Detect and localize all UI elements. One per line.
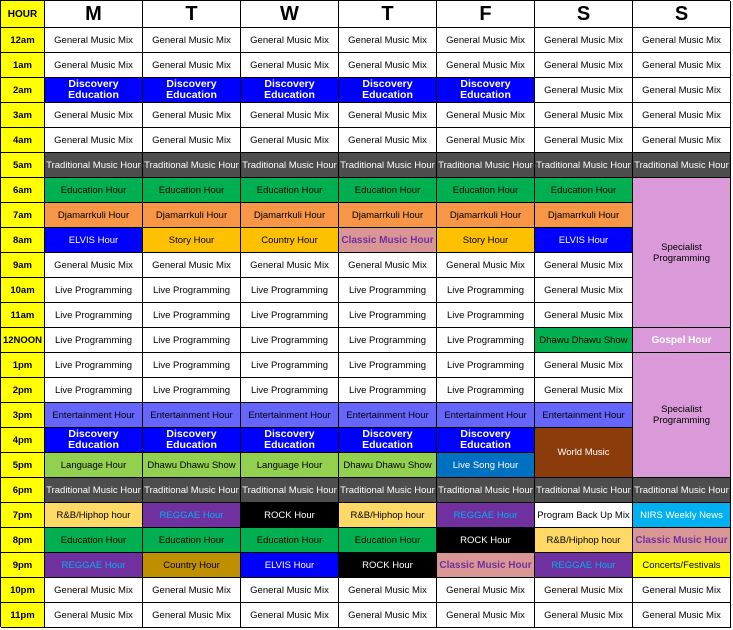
- program-cell-live-programming[interactable]: Live Programming: [339, 378, 437, 403]
- program-cell-live-programming[interactable]: Live Programming: [241, 378, 339, 403]
- program-cell-general-music-mix[interactable]: General Music Mix: [535, 253, 633, 278]
- program-cell-traditional-music-hour[interactable]: Traditional Music Hour: [143, 478, 241, 503]
- program-cell-djamarrkuli-hour[interactable]: Djamarrkuli Hour: [143, 203, 241, 228]
- day-header-3: W: [241, 1, 339, 28]
- program-cell-traditional-music-hour[interactable]: Traditional Music Hour: [633, 153, 731, 178]
- program-cell-traditional-music-hour[interactable]: Traditional Music Hour: [437, 478, 535, 503]
- program-cell-general-music-mix[interactable]: General Music Mix: [633, 103, 731, 128]
- program-cell-elvis-hour[interactable]: ELVIS Hour: [241, 553, 339, 578]
- hour-label-11am: 11am: [1, 303, 45, 328]
- program-cell-general-music-mix[interactable]: General Music Mix: [45, 28, 143, 53]
- program-cell-djamarrkuli-hour[interactable]: Djamarrkuli Hour: [535, 203, 633, 228]
- program-cell-live-programming[interactable]: Live Programming: [241, 353, 339, 378]
- program-cell-djamarrkuli-hour[interactable]: Djamarrkuli Hour: [241, 203, 339, 228]
- program-cell-general-music-mix[interactable]: General Music Mix: [535, 103, 633, 128]
- program-cell-story-hour[interactable]: Story Hour: [143, 228, 241, 253]
- program-cell-discovery-education[interactable]: Discovery Education: [241, 428, 339, 453]
- program-cell-general-music-mix[interactable]: General Music Mix: [535, 603, 633, 628]
- program-cell-education-hour[interactable]: Education Hour: [143, 178, 241, 203]
- program-cell-specialist-programming[interactable]: Specialist Programming: [633, 353, 731, 478]
- program-cell-education-hour[interactable]: Education Hour: [535, 178, 633, 203]
- program-cell-live-programming[interactable]: Live Programming: [143, 353, 241, 378]
- program-cell-live-programming[interactable]: Live Programming: [437, 328, 535, 353]
- program-cell-reggae-hour[interactable]: REGGAE Hour: [143, 503, 241, 528]
- program-cell-general-music-mix[interactable]: General Music Mix: [339, 603, 437, 628]
- day-header-2: T: [143, 1, 241, 28]
- hour-label-9am: 9am: [1, 253, 45, 278]
- hour-label-1pm: 1pm: [1, 353, 45, 378]
- program-cell-education-hour[interactable]: Education Hour: [241, 528, 339, 553]
- program-cell-discovery-education[interactable]: Discovery Education: [143, 428, 241, 453]
- program-cell-traditional-music-hour[interactable]: Traditional Music Hour: [633, 478, 731, 503]
- program-cell-live-programming[interactable]: Live Programming: [339, 353, 437, 378]
- program-cell-general-music-mix[interactable]: General Music Mix: [633, 128, 731, 153]
- program-cell-general-music-mix[interactable]: General Music Mix: [339, 53, 437, 78]
- program-cell-general-music-mix[interactable]: General Music Mix: [535, 278, 633, 303]
- program-cell-r-b-hiphop-hour[interactable]: R&B/Hiphop hour: [535, 528, 633, 553]
- program-cell-general-music-mix[interactable]: General Music Mix: [241, 128, 339, 153]
- program-cell-general-music-mix[interactable]: General Music Mix: [241, 578, 339, 603]
- program-cell-live-programming[interactable]: Live Programming: [437, 303, 535, 328]
- program-cell-live-programming[interactable]: Live Programming: [45, 353, 143, 378]
- program-cell-djamarrkuli-hour[interactable]: Djamarrkuli Hour: [339, 203, 437, 228]
- program-cell-general-music-mix[interactable]: General Music Mix: [241, 53, 339, 78]
- program-cell-dhawu-dhawu-show[interactable]: Dhawu Dhawu Show: [535, 328, 633, 353]
- day-header-4: T: [339, 1, 437, 28]
- program-cell-education-hour[interactable]: Education Hour: [437, 178, 535, 203]
- hour-label-7pm: 7pm: [1, 503, 45, 528]
- program-cell-general-music-mix[interactable]: General Music Mix: [241, 103, 339, 128]
- hour-label-5am: 5am: [1, 153, 45, 178]
- program-cell-education-hour[interactable]: Education Hour: [339, 178, 437, 203]
- program-cell-general-music-mix[interactable]: General Music Mix: [143, 253, 241, 278]
- program-cell-reggae-hour[interactable]: REGGAE Hour: [437, 503, 535, 528]
- hour-label-7am: 7am: [1, 203, 45, 228]
- program-cell-general-music-mix[interactable]: General Music Mix: [241, 253, 339, 278]
- program-cell-traditional-music-hour[interactable]: Traditional Music Hour: [339, 153, 437, 178]
- program-cell-general-music-mix[interactable]: General Music Mix: [45, 253, 143, 278]
- program-cell-general-music-mix[interactable]: General Music Mix: [535, 378, 633, 403]
- program-cell-entertainment-hour[interactable]: Entertainment Hour: [143, 403, 241, 428]
- program-cell-entertainment-hour[interactable]: Entertainment Hour: [45, 403, 143, 428]
- program-cell-dhawu-dhawu-show[interactable]: Dhawu Dhawu Show: [339, 453, 437, 478]
- program-cell-live-programming[interactable]: Live Programming: [437, 378, 535, 403]
- program-cell-story-hour[interactable]: Story Hour: [437, 228, 535, 253]
- hour-label-3pm: 3pm: [1, 403, 45, 428]
- program-cell-education-hour[interactable]: Education Hour: [339, 528, 437, 553]
- program-cell-traditional-music-hour[interactable]: Traditional Music Hour: [241, 153, 339, 178]
- program-cell-general-music-mix[interactable]: General Music Mix: [535, 578, 633, 603]
- program-cell-dhawu-dhawu-show[interactable]: Dhawu Dhawu Show: [143, 453, 241, 478]
- program-cell-general-music-mix[interactable]: General Music Mix: [45, 53, 143, 78]
- program-cell-nirs-weekly-news[interactable]: NIRS Weekly News: [633, 503, 731, 528]
- program-cell-general-music-mix[interactable]: General Music Mix: [633, 603, 731, 628]
- program-cell-discovery-education[interactable]: Discovery Education: [143, 78, 241, 103]
- program-cell-rock-hour[interactable]: ROCK Hour: [437, 528, 535, 553]
- program-cell-discovery-education[interactable]: Discovery Education: [45, 428, 143, 453]
- hour-label-6pm: 6pm: [1, 478, 45, 503]
- program-cell-traditional-music-hour[interactable]: Traditional Music Hour: [437, 153, 535, 178]
- hour-label-11pm: 11pm: [1, 603, 45, 628]
- hour-column-header: HOUR: [1, 1, 45, 28]
- program-cell-general-music-mix[interactable]: General Music Mix: [535, 53, 633, 78]
- program-cell-general-music-mix[interactable]: General Music Mix: [45, 578, 143, 603]
- program-cell-general-music-mix[interactable]: General Music Mix: [437, 103, 535, 128]
- program-cell-classic-music-hour[interactable]: Classic Music Hour: [633, 528, 731, 553]
- hour-label-2am: 2am: [1, 78, 45, 103]
- program-cell-live-programming[interactable]: Live Programming: [437, 353, 535, 378]
- program-cell-country-hour[interactable]: Country Hour: [241, 228, 339, 253]
- hour-label-8am: 8am: [1, 228, 45, 253]
- program-cell-general-music-mix[interactable]: General Music Mix: [437, 253, 535, 278]
- program-cell-general-music-mix[interactable]: General Music Mix: [535, 128, 633, 153]
- day-header-1: M: [45, 1, 143, 28]
- program-cell-general-music-mix[interactable]: General Music Mix: [633, 28, 731, 53]
- program-cell-general-music-mix[interactable]: General Music Mix: [437, 128, 535, 153]
- program-cell-reggae-hour[interactable]: REGGAE Hour: [535, 553, 633, 578]
- program-cell-live-song-hour[interactable]: Live Song Hour: [437, 453, 535, 478]
- program-cell-elvis-hour[interactable]: ELVIS Hour: [45, 228, 143, 253]
- program-cell-country-hour[interactable]: Country Hour: [143, 553, 241, 578]
- program-cell-general-music-mix[interactable]: General Music Mix: [339, 253, 437, 278]
- hour-label-12noon: 12NOON: [1, 328, 45, 353]
- program-cell-r-b-hiphop-hour[interactable]: R&B/Hiphop hour: [339, 503, 437, 528]
- program-cell-live-programming[interactable]: Live Programming: [45, 278, 143, 303]
- program-cell-rock-hour[interactable]: ROCK Hour: [339, 553, 437, 578]
- program-cell-general-music-mix[interactable]: General Music Mix: [143, 128, 241, 153]
- program-cell-traditional-music-hour[interactable]: Traditional Music Hour: [45, 478, 143, 503]
- hour-label-8pm: 8pm: [1, 528, 45, 553]
- hour-label-12am: 12am: [1, 28, 45, 53]
- program-cell-education-hour[interactable]: Education Hour: [45, 178, 143, 203]
- program-cell-traditional-music-hour[interactable]: Traditional Music Hour: [339, 478, 437, 503]
- program-cell-live-programming[interactable]: Live Programming: [339, 328, 437, 353]
- program-cell-live-programming[interactable]: Live Programming: [143, 328, 241, 353]
- program-cell-specialist-programming[interactable]: Specialist Programming: [633, 178, 731, 328]
- program-cell-general-music-mix[interactable]: General Music Mix: [437, 578, 535, 603]
- program-cell-general-music-mix[interactable]: General Music Mix: [535, 303, 633, 328]
- program-cell-traditional-music-hour[interactable]: Traditional Music Hour: [535, 153, 633, 178]
- program-cell-general-music-mix[interactable]: General Music Mix: [45, 603, 143, 628]
- program-cell-live-programming[interactable]: Live Programming: [437, 278, 535, 303]
- program-cell-general-music-mix[interactable]: General Music Mix: [339, 128, 437, 153]
- program-cell-discovery-education[interactable]: Discovery Education: [437, 428, 535, 453]
- program-cell-djamarrkuli-hour[interactable]: Djamarrkuli Hour: [437, 203, 535, 228]
- program-cell-general-music-mix[interactable]: General Music Mix: [633, 578, 731, 603]
- program-cell-live-programming[interactable]: Live Programming: [339, 303, 437, 328]
- program-cell-discovery-education[interactable]: Discovery Education: [437, 78, 535, 103]
- program-cell-general-music-mix[interactable]: General Music Mix: [143, 103, 241, 128]
- program-cell-general-music-mix[interactable]: General Music Mix: [45, 128, 143, 153]
- program-cell-language-hour[interactable]: Language Hour: [45, 453, 143, 478]
- hour-label-10am: 10am: [1, 278, 45, 303]
- program-cell-live-programming[interactable]: Live Programming: [241, 303, 339, 328]
- hour-label-10pm: 10pm: [1, 578, 45, 603]
- program-cell-gospel-hour[interactable]: Gospel Hour: [633, 328, 731, 353]
- program-cell-live-programming[interactable]: Live Programming: [45, 328, 143, 353]
- program-cell-entertainment-hour[interactable]: Entertainment Hour: [437, 403, 535, 428]
- program-cell-entertainment-hour[interactable]: Entertainment Hour: [535, 403, 633, 428]
- program-cell-education-hour[interactable]: Education Hour: [45, 528, 143, 553]
- program-cell-general-music-mix[interactable]: General Music Mix: [143, 603, 241, 628]
- program-cell-general-music-mix[interactable]: General Music Mix: [143, 578, 241, 603]
- program-cell-discovery-education[interactable]: Discovery Education: [45, 78, 143, 103]
- program-cell-djamarrkuli-hour[interactable]: Djamarrkuli Hour: [45, 203, 143, 228]
- program-cell-traditional-music-hour[interactable]: Traditional Music Hour: [535, 478, 633, 503]
- day-header-5: F: [437, 1, 535, 28]
- program-cell-entertainment-hour[interactable]: Entertainment Hour: [339, 403, 437, 428]
- program-cell-concerts-festivals[interactable]: Concerts/Festivals: [633, 553, 731, 578]
- hour-label-2pm: 2pm: [1, 378, 45, 403]
- day-header-7: S: [633, 1, 731, 28]
- program-cell-general-music-mix[interactable]: General Music Mix: [535, 78, 633, 103]
- program-cell-live-programming[interactable]: Live Programming: [45, 378, 143, 403]
- program-cell-live-programming[interactable]: Live Programming: [143, 278, 241, 303]
- program-cell-traditional-music-hour[interactable]: Traditional Music Hour: [241, 478, 339, 503]
- hour-label-4am: 4am: [1, 128, 45, 153]
- program-cell-live-programming[interactable]: Live Programming: [45, 303, 143, 328]
- program-cell-general-music-mix[interactable]: General Music Mix: [535, 28, 633, 53]
- program-cell-live-programming[interactable]: Live Programming: [241, 328, 339, 353]
- program-cell-elvis-hour[interactable]: ELVIS Hour: [535, 228, 633, 253]
- hour-label-9pm: 9pm: [1, 553, 45, 578]
- program-cell-traditional-music-hour[interactable]: Traditional Music Hour: [143, 153, 241, 178]
- program-cell-education-hour[interactable]: Education Hour: [241, 178, 339, 203]
- program-cell-discovery-education[interactable]: Discovery Education: [241, 78, 339, 103]
- program-cell-live-programming[interactable]: Live Programming: [339, 278, 437, 303]
- program-cell-traditional-music-hour[interactable]: Traditional Music Hour: [45, 153, 143, 178]
- hour-label-4pm: 4pm: [1, 428, 45, 453]
- program-cell-general-music-mix[interactable]: General Music Mix: [437, 603, 535, 628]
- program-cell-live-programming[interactable]: Live Programming: [143, 303, 241, 328]
- hour-label-1am: 1am: [1, 53, 45, 78]
- program-cell-classic-music-hour[interactable]: Classic Music Hour: [339, 228, 437, 253]
- program-cell-general-music-mix[interactable]: General Music Mix: [143, 53, 241, 78]
- program-cell-general-music-mix[interactable]: General Music Mix: [633, 78, 731, 103]
- program-cell-discovery-education[interactable]: Discovery Education: [339, 78, 437, 103]
- day-header-6: S: [535, 1, 633, 28]
- program-cell-general-music-mix[interactable]: General Music Mix: [339, 103, 437, 128]
- program-cell-general-music-mix[interactable]: General Music Mix: [241, 28, 339, 53]
- program-cell-live-programming[interactable]: Live Programming: [143, 378, 241, 403]
- program-cell-general-music-mix[interactable]: General Music Mix: [45, 103, 143, 128]
- program-cell-world-music[interactable]: World Music: [535, 428, 633, 478]
- program-cell-program-back-up-mix[interactable]: Program Back Up Mix: [535, 503, 633, 528]
- program-cell-live-programming[interactable]: Live Programming: [241, 278, 339, 303]
- program-cell-general-music-mix[interactable]: General Music Mix: [437, 53, 535, 78]
- program-cell-rock-hour[interactable]: ROCK Hour: [241, 503, 339, 528]
- program-cell-general-music-mix[interactable]: General Music Mix: [633, 53, 731, 78]
- hour-label-5pm: 5pm: [1, 453, 45, 478]
- program-cell-education-hour[interactable]: Education Hour: [143, 528, 241, 553]
- program-cell-general-music-mix[interactable]: General Music Mix: [535, 353, 633, 378]
- program-cell-classic-music-hour[interactable]: Classic Music Hour: [437, 553, 535, 578]
- program-cell-general-music-mix[interactable]: General Music Mix: [143, 28, 241, 53]
- program-cell-r-b-hiphop-hour[interactable]: R&B/Hiphop hour: [45, 503, 143, 528]
- program-cell-general-music-mix[interactable]: General Music Mix: [339, 28, 437, 53]
- hour-label-6am: 6am: [1, 178, 45, 203]
- program-cell-language-hour[interactable]: Language Hour: [241, 453, 339, 478]
- program-cell-general-music-mix[interactable]: General Music Mix: [339, 578, 437, 603]
- program-cell-reggae-hour[interactable]: REGGAE Hour: [45, 553, 143, 578]
- hour-label-3am: 3am: [1, 103, 45, 128]
- program-cell-general-music-mix[interactable]: General Music Mix: [241, 603, 339, 628]
- program-cell-general-music-mix[interactable]: General Music Mix: [437, 28, 535, 53]
- program-cell-entertainment-hour[interactable]: Entertainment Hour: [241, 403, 339, 428]
- program-cell-discovery-education[interactable]: Discovery Education: [339, 428, 437, 453]
